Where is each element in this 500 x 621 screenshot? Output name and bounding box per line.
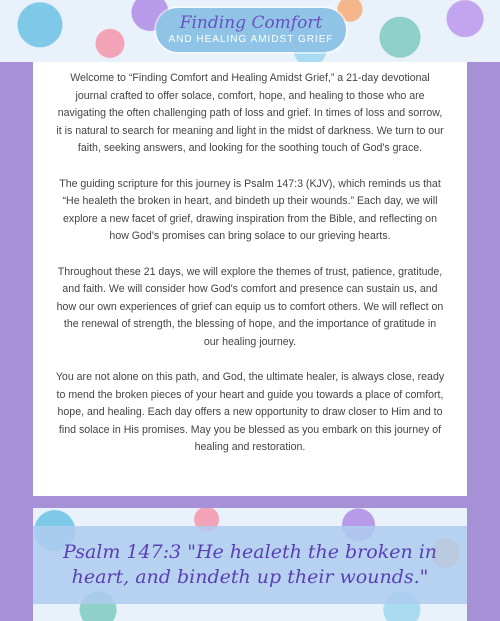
scripture-quote-banner bbox=[33, 508, 467, 621]
intro-paragraph-1: Welcome to “Finding Comfort and Healing Amidst Grief,” a 21-day devotional journal crafted to offer solace, comfort, hope, and healing to those who are navigating the often challenging path of loss and grief. In times of loss and sorrow, it is natural to search for meaning and light in the midst of darkness. We turn to our faith, seeking answers, and looking for the soothing touch of God's grace. bbox=[56, 72, 444, 154]
intro-text-card bbox=[33, 62, 467, 496]
intro-paragraph-4: You are not alone on this path, and God, the ultimate healer, is always close, ready to mend the broken pieces of your heart and guide you towards a place of comfort, hope, and healing. Each day offers a new opportunity to draw closer to Him and to find solace in His promises. May you be blessed as you embark on this journey of healing and restoration. bbox=[55, 371, 445, 453]
scripture-quote: Psalm 147:3 "He healeth the broken in heart, and bindeth up their wounds." bbox=[62, 541, 438, 588]
intro-paragraph-3: Throughout these 21 days, we will explore the themes of trust, patience, gratitude, and faith. We will consider how God's comfort and presence can sustain us, and how our own experiences of grief can equip us to comfort others. We will reflect on the renewal of strength, the blessing of hope, and the importance of gratitude in our healing journey. bbox=[56, 265, 444, 348]
page-title: Finding Comfort bbox=[179, 13, 323, 33]
floral-header-banner bbox=[0, 0, 500, 62]
title-pill bbox=[156, 8, 346, 52]
intro-paragraph-2: The guiding scripture for this journey is Psalm 147:3 (KJV), which reminds us that “He healeth the broken in heart, and bindeth up their wounds.” Each day, we will explore a new facet of grief, drawing inspiration from the Bible, and reflecting on how God's promises can bring solace to our grieving hearts. bbox=[59, 177, 441, 242]
quote-band bbox=[33, 526, 467, 604]
page-subtitle: AND HEALING AMIDST GRIEF bbox=[168, 34, 334, 45]
